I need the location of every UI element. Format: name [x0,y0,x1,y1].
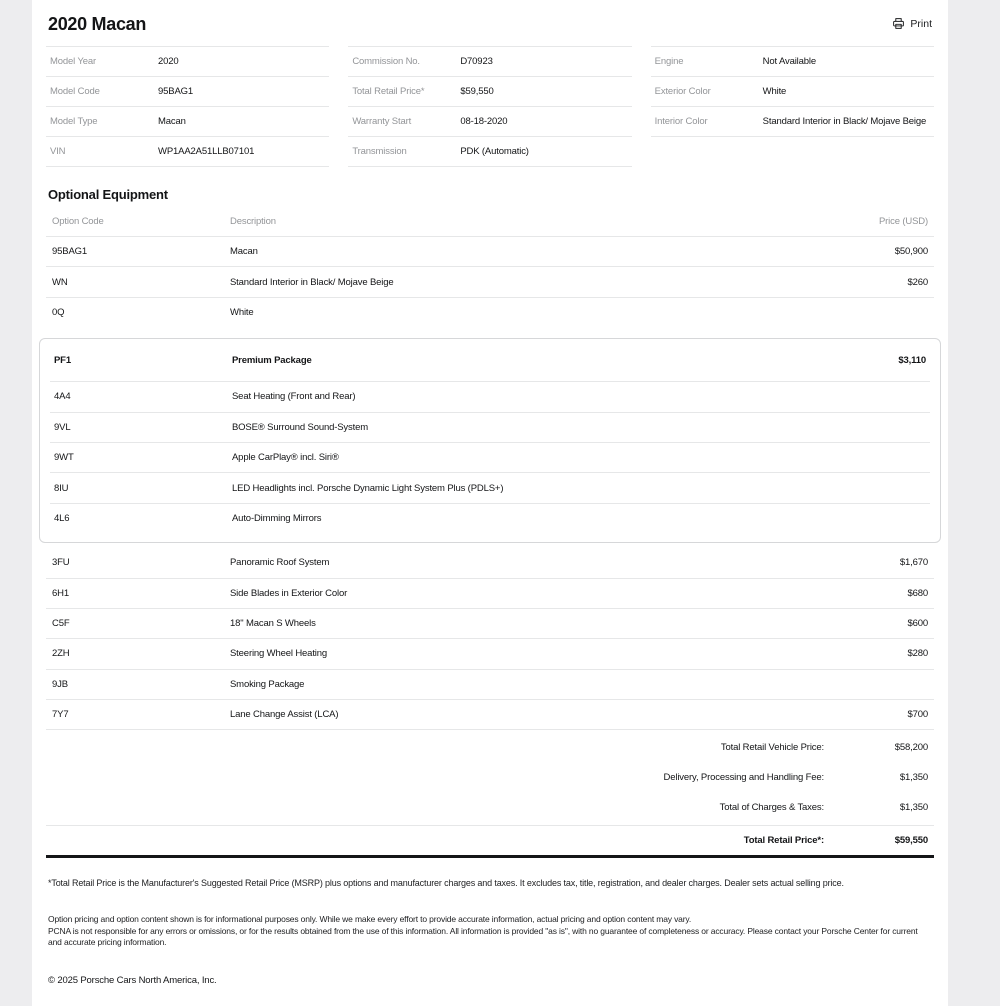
cell-option-code: 4A4 [54,391,71,403]
info-label: Transmission [352,146,407,157]
print-button[interactable] [892,17,932,30]
info-label: Exterior Color [654,86,711,97]
info-row [348,137,631,167]
info-value: Macan [158,116,186,127]
info-label: Model Type [50,116,98,127]
cell-option-code: 8IU [54,482,69,494]
cell-option-code: 9WT [54,452,74,464]
info-label: Warranty Start [352,116,412,127]
cell-option-code: 7Y7 [52,709,69,721]
package-item-row [50,504,930,534]
info-row [348,47,631,77]
equipment-row [46,609,934,639]
cell-description: Panoramic Roof System [230,557,330,569]
cell-option-code: 2ZH [52,648,70,660]
total-value: $1,350 [899,771,928,783]
equipment-row [46,700,934,730]
package-item-row [50,473,930,503]
info-label: Total Retail Price* [352,86,425,97]
info-value: Not Available [762,56,816,67]
info-row [46,47,329,77]
vehicle-info-grid [46,46,934,167]
cell-price: $3,110 [898,354,926,366]
disclaimer-line-2: PCNA is not responsible for any errors or omissions, or for the results obtained from the use of this information. All information is provided "as is", with no guarantee of completeness or accuracy. Please contact your Porsche Center for current and accurate pricing information. [48,925,918,948]
header-description: Description [230,216,276,227]
info-value: White [762,86,787,97]
equipment-row [46,548,934,578]
cell-price: $700 [907,709,928,721]
cell-description: Steering Wheel Heating [230,648,328,660]
total-row [46,792,934,822]
cell-option-code: 3FU [52,557,70,569]
info-row [651,107,934,137]
cell-price: $1,670 [899,557,928,569]
cell-price: $280 [907,648,928,660]
grand-total-label: Total Retail Price*: [743,834,824,846]
total-value: $1,350 [899,801,928,813]
info-row [46,77,329,107]
info-column-3 [651,46,934,167]
cell-description: Lane Change Assist (LCA) [230,709,339,721]
cell-description: Macan [230,246,258,258]
copyright-notice: © 2025 Porsche Cars North America, Inc. [48,974,217,986]
premium-package-box [39,338,941,543]
total-row [46,762,934,792]
info-value: PDK (Automatic) [460,146,529,157]
equipment-row [46,298,934,328]
info-label: Engine [654,56,684,67]
grand-total-row [46,826,934,854]
header-option-code: Option Code [52,216,104,227]
info-label: Model Code [50,86,100,97]
cell-description: Auto-Dimming Mirrors [232,513,322,525]
print-label: Print [910,17,932,30]
package-header-row [50,339,930,382]
cell-description: LED Headlights incl. Porsche Dynamic Light System Plus (PDLS+) [232,482,504,494]
cell-option-code: 95BAG1 [52,246,88,258]
cell-option-code: 9JB [52,678,68,690]
cell-description: White [230,307,254,319]
section-title-optional-equipment: Optional Equipment [48,187,168,202]
info-row [651,47,934,77]
cell-option-code: WN [52,276,68,288]
cell-option-code: PF1 [54,354,71,366]
equipment-row [46,237,934,267]
equipment-row [46,267,934,297]
info-value: 2020 [158,56,179,67]
cell-option-code: C5F [52,618,70,630]
printer-icon [892,17,905,30]
info-value: 08-18-2020 [460,116,508,127]
cell-description: BOSE® Surround Sound-System [232,421,369,433]
info-label: Interior Color [654,116,708,127]
equipment-row [46,639,934,669]
info-column-2 [348,46,631,167]
total-label: Total Retail Vehicle Price: [720,741,824,753]
header-price: Price (USD) [878,216,928,227]
equipment-row [46,670,934,700]
info-row [348,77,631,107]
pricing-disclaimer [46,914,934,949]
cell-description: Seat Heating (Front and Rear) [232,391,356,403]
info-label: VIN [50,146,66,157]
total-row [46,732,934,762]
package-item-row [50,382,930,412]
equipment-table-header [46,207,934,237]
equipment-row [46,579,934,609]
total-divider-bar [46,855,934,858]
package-item-row [50,443,930,473]
cell-description: Standard Interior in Black/ Mojave Beige [230,276,394,288]
card-header [46,12,934,44]
info-label: Commission No. [352,56,420,67]
info-label: Model Year [50,56,97,67]
equipment-rows-before-package [46,237,934,328]
vehicle-detail-card [32,0,948,1006]
info-value: WP1AA2A51LLB07101 [158,146,255,157]
cell-option-code: 4L6 [54,513,70,525]
info-column-1 [46,46,329,167]
cell-price: $600 [907,618,928,630]
total-label: Delivery, Processing and Handling Fee: [663,771,824,783]
cell-description: Side Blades in Exterior Color [230,587,348,599]
info-value: D70923 [460,56,493,67]
cell-price: $680 [907,587,928,599]
cell-description: Apple CarPlay® incl. Siri® [232,452,339,464]
total-value: $58,200 [894,741,928,753]
cell-price: $260 [907,276,928,288]
cell-price: $50,900 [894,246,928,258]
cell-option-code: 6H1 [52,587,69,599]
disclaimer-line-1: Option pricing and option content shown is for informational purposes only. While we make every effort to provide accurate information, actual pricing and option content may vary. [48,914,692,925]
cell-description: 18" Macan S Wheels [230,618,316,630]
package-item-rows [50,382,930,534]
grand-total-wrap [46,825,934,854]
cell-description: Premium Package [232,354,312,366]
page-title: 2020 Macan [48,14,147,34]
totals-section [46,732,934,858]
cell-description: Smoking Package [230,678,305,690]
info-row [651,77,934,107]
info-row [46,137,329,167]
info-value: $59,550 [460,86,494,97]
msrp-footnote: *Total Retail Price is the Manufacturer's Suggested Retail Price (MSRP) plus options and manufacturer charges and taxes. It excludes tax, title, registration, and dealer charges. Dealer sets actual selling price. [48,878,844,889]
cell-option-code: 9VL [54,421,71,433]
info-value: 95BAG1 [158,86,194,97]
total-label: Total of Charges & Taxes: [719,801,824,813]
info-value: Standard Interior in Black/ Mojave Beige [762,116,927,127]
totals-rows [46,732,934,822]
info-row [348,107,631,137]
info-row [46,107,329,137]
equipment-rows-after-package [46,548,934,730]
package-item-row [50,413,930,443]
grand-total-value: $59,550 [894,834,928,846]
cell-option-code: 0Q [52,307,65,319]
